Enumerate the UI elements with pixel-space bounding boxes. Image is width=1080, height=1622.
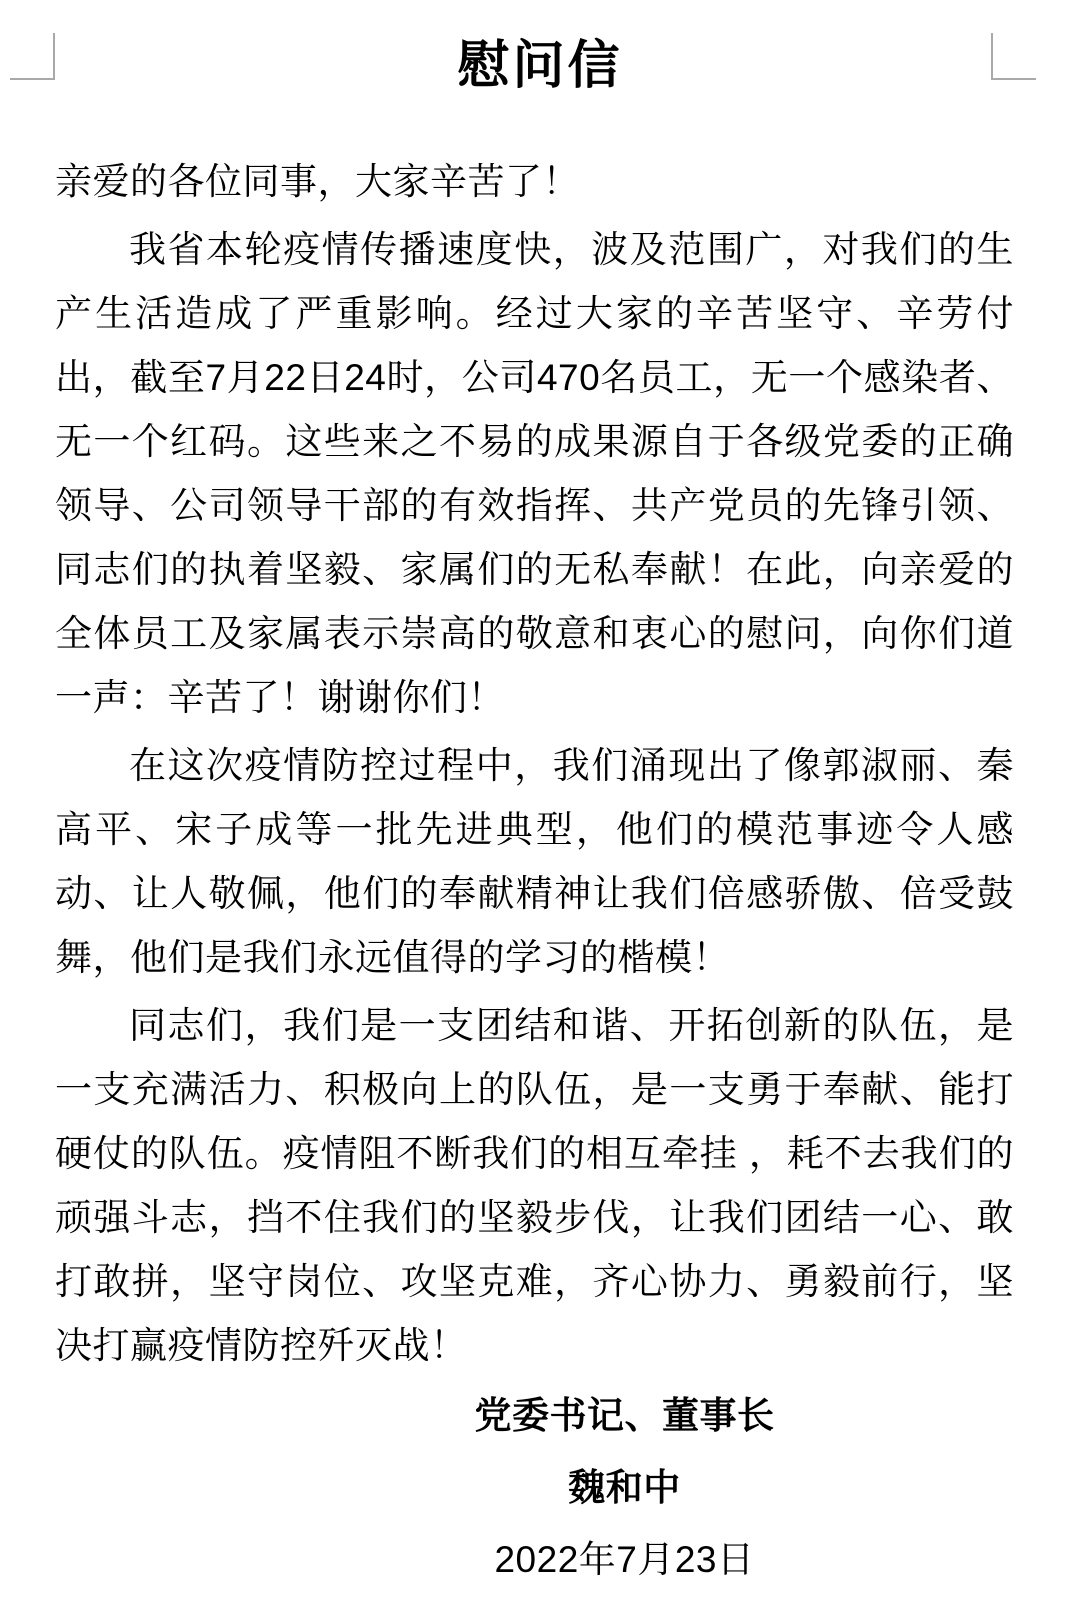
letter-date: 2022年7月23日 xyxy=(494,1539,755,1580)
letter-title: 慰问信 xyxy=(457,37,623,95)
letter-paragraph-1: 我省本轮疫情传播速度快，波及范围广，对我们的生产生活造成了严重影响。经过大家的辛苦坚守、辛劳付出，截至7月22日24时，公司470名员工，无一个感染者、无一个红码。这些来之不易的成果源自于各级党委的正确领导、公司领导干部的有效指挥、共产党员的先锋引领、同志们的执着坚毅、家属们的无私奉献！在此，向亲爱的全体员工及家属表示崇高的敬意和衷心的慰问，向你们道一声：辛苦了！谢谢你们！ xyxy=(55,229,1014,718)
letter-body xyxy=(0,150,1080,1596)
page-corner-mark-top-left-icon xyxy=(10,33,55,80)
signer-title: 党委书记、董事长 xyxy=(474,1395,775,1436)
page-corner-mark-top-right-icon xyxy=(991,33,1036,80)
letter-paragraph-2: 在这次疫情防控过程中，我们涌现出了像郭淑丽、秦高平、宋子成等一批先进典型，他们的模范事迹令人感动、让人敬佩，他们的奉献精神让我们倍感骄傲、倍受鼓舞，他们是我们永远值得的学习的楷模！ xyxy=(55,745,1014,978)
signer-name: 魏和中 xyxy=(568,1467,681,1508)
signature-block xyxy=(55,1380,1014,1596)
letter-greeting: 亲爱的各位同事，大家辛苦了！ xyxy=(55,161,580,202)
letter-page xyxy=(0,30,1080,1622)
letter-paragraph-3: 同志们，我们是一支团结和谐、开拓创新的队伍，是一支充满活力、积极向上的队伍，是一支勇于奉献、能打硬仗的队伍。疫情阻不断我们的相互牵挂 ，耗不去我们的顽强斗志，挡不住我们的坚毅步伐，让我们团结一心、敢打敢拼，坚守岗位、攻坚克难，齐心协力、勇毅前行，坚决打赢疫情防控歼灭战！ xyxy=(55,1005,1014,1366)
